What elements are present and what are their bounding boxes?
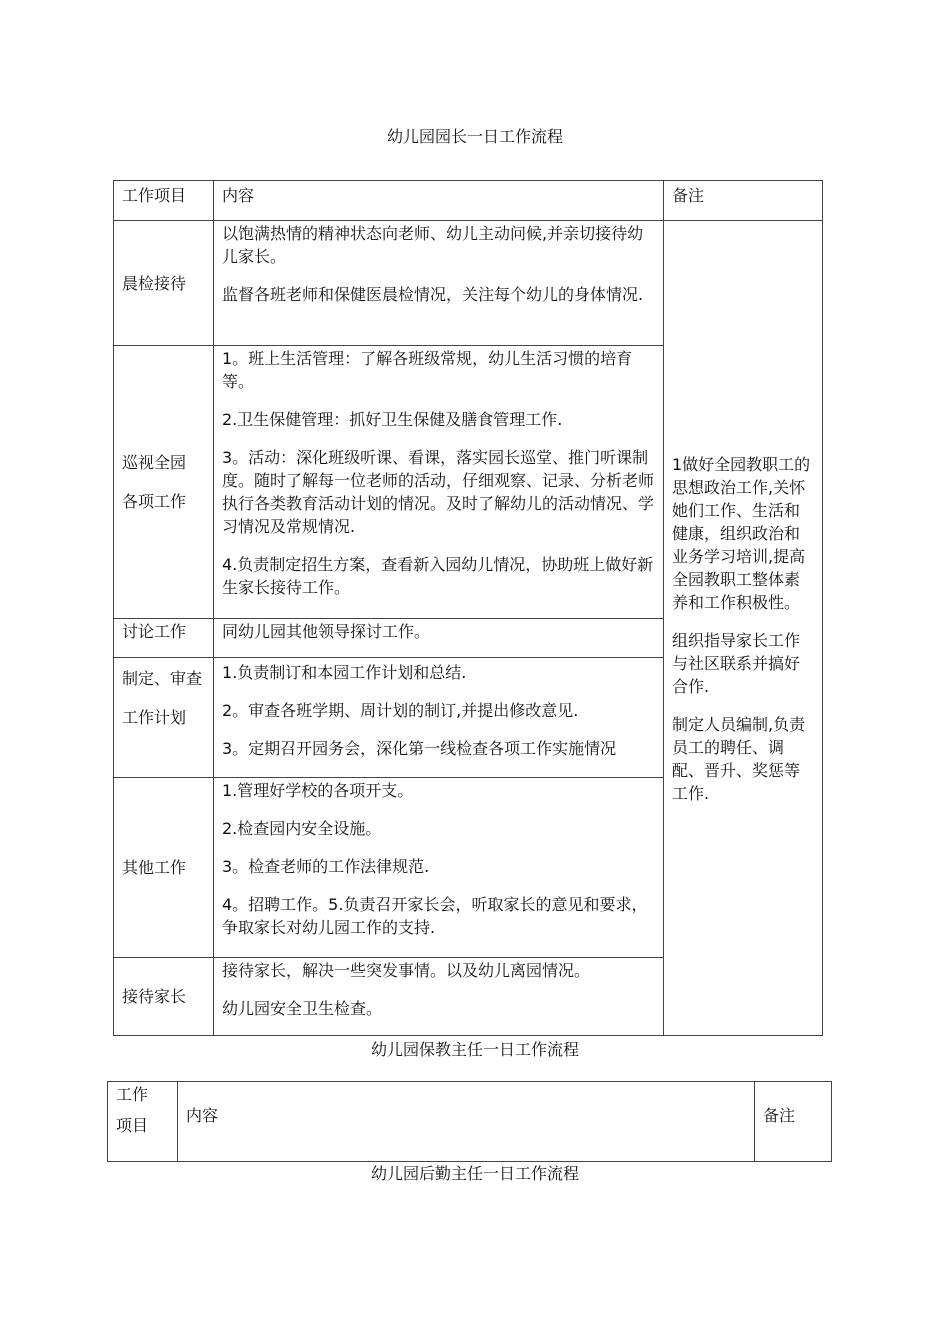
header-note: 备注 xyxy=(664,181,823,221)
row-content: 1.管理好学校的各项开支。 2.检查园内安全设施。 3。检查老师的工作法律规范. 4。招聘工作。5.负责召开家长会，听取家长的意见和要求，争取家长对幼儿园工作的支持. xyxy=(214,778,664,958)
header-content: 内容 xyxy=(214,181,664,221)
director-workflow-table xyxy=(107,1081,832,1162)
header-item: 工作 项目 xyxy=(108,1082,178,1162)
section-title-director: 幼儿园保教主任一日工作流程 xyxy=(370,1040,579,1059)
note-cell: 1做好全园教职工的思想政治工作,关怀她们工作、生活和健康，组织政治和业务学习培训,提高全园教职工整体素养和工作积极性。 组织指导家长工作与社区联系并搞好合作. 制定人员编制,负责员工的聘任、调配、晋升、奖惩等工作. xyxy=(664,221,823,1036)
page-title: 幼儿园园长一日工作流程 xyxy=(386,127,563,146)
row-item: 讨论工作 xyxy=(114,619,214,658)
row-item: 其他工作 xyxy=(114,778,214,958)
header-item: 工作项目 xyxy=(114,181,214,221)
table-header-row xyxy=(108,1082,832,1162)
row-content: 同幼儿园其他领导探讨工作。 xyxy=(214,619,664,658)
principal-workflow-table xyxy=(113,180,823,1036)
section-title-logistics: 幼儿园后勤主任一日工作流程 xyxy=(370,1164,579,1183)
row-item: 晨检接待 xyxy=(114,221,214,346)
row-content: 1.负责制订和本园工作计划和总结. 2。审查各班学期、周计划的制订,并提出修改意见. 3。定期召开园务会，深化第一线检查各项工作实施情况 xyxy=(214,658,664,778)
table-header-row xyxy=(114,181,823,221)
row-item: 巡视全园 各项工作 xyxy=(114,346,214,619)
row-content: 以饱满热情的精神状态向老师、幼儿主动问候,并亲切接待幼儿家长。 监督各班老师和保健医晨检情况，关注每个幼儿的身体情况. xyxy=(214,221,664,346)
row-item: 接待家长 xyxy=(114,958,214,1036)
row-content: 1。班上生活管理：了解各班级常规，幼儿生活习惯的培育等。 2.卫生保健管理：抓好卫生保健及膳食管理工作. 3。活动：深化班级听课、看课，落实园长巡堂、推门听课制度。随时了解每一位老师的活动，仔细观察、记录、分析老师执行各类教育活动计划的情况。及时了解幼儿的活动情况、学习情况及常规情况. 4.负责制定招生方案，查看新入园幼儿情况，协助班上做好新生家长接待工作。 xyxy=(214,346,664,619)
row-content: 接待家长，解决一些突发事情。以及幼儿离园情况。 幼儿园安全卫生检查。 xyxy=(214,958,664,1036)
table-row xyxy=(114,221,823,346)
header-content: 内容 xyxy=(178,1082,755,1162)
row-item: 制定、审查 工作计划 xyxy=(114,658,214,778)
header-note: 备注 xyxy=(755,1082,832,1162)
